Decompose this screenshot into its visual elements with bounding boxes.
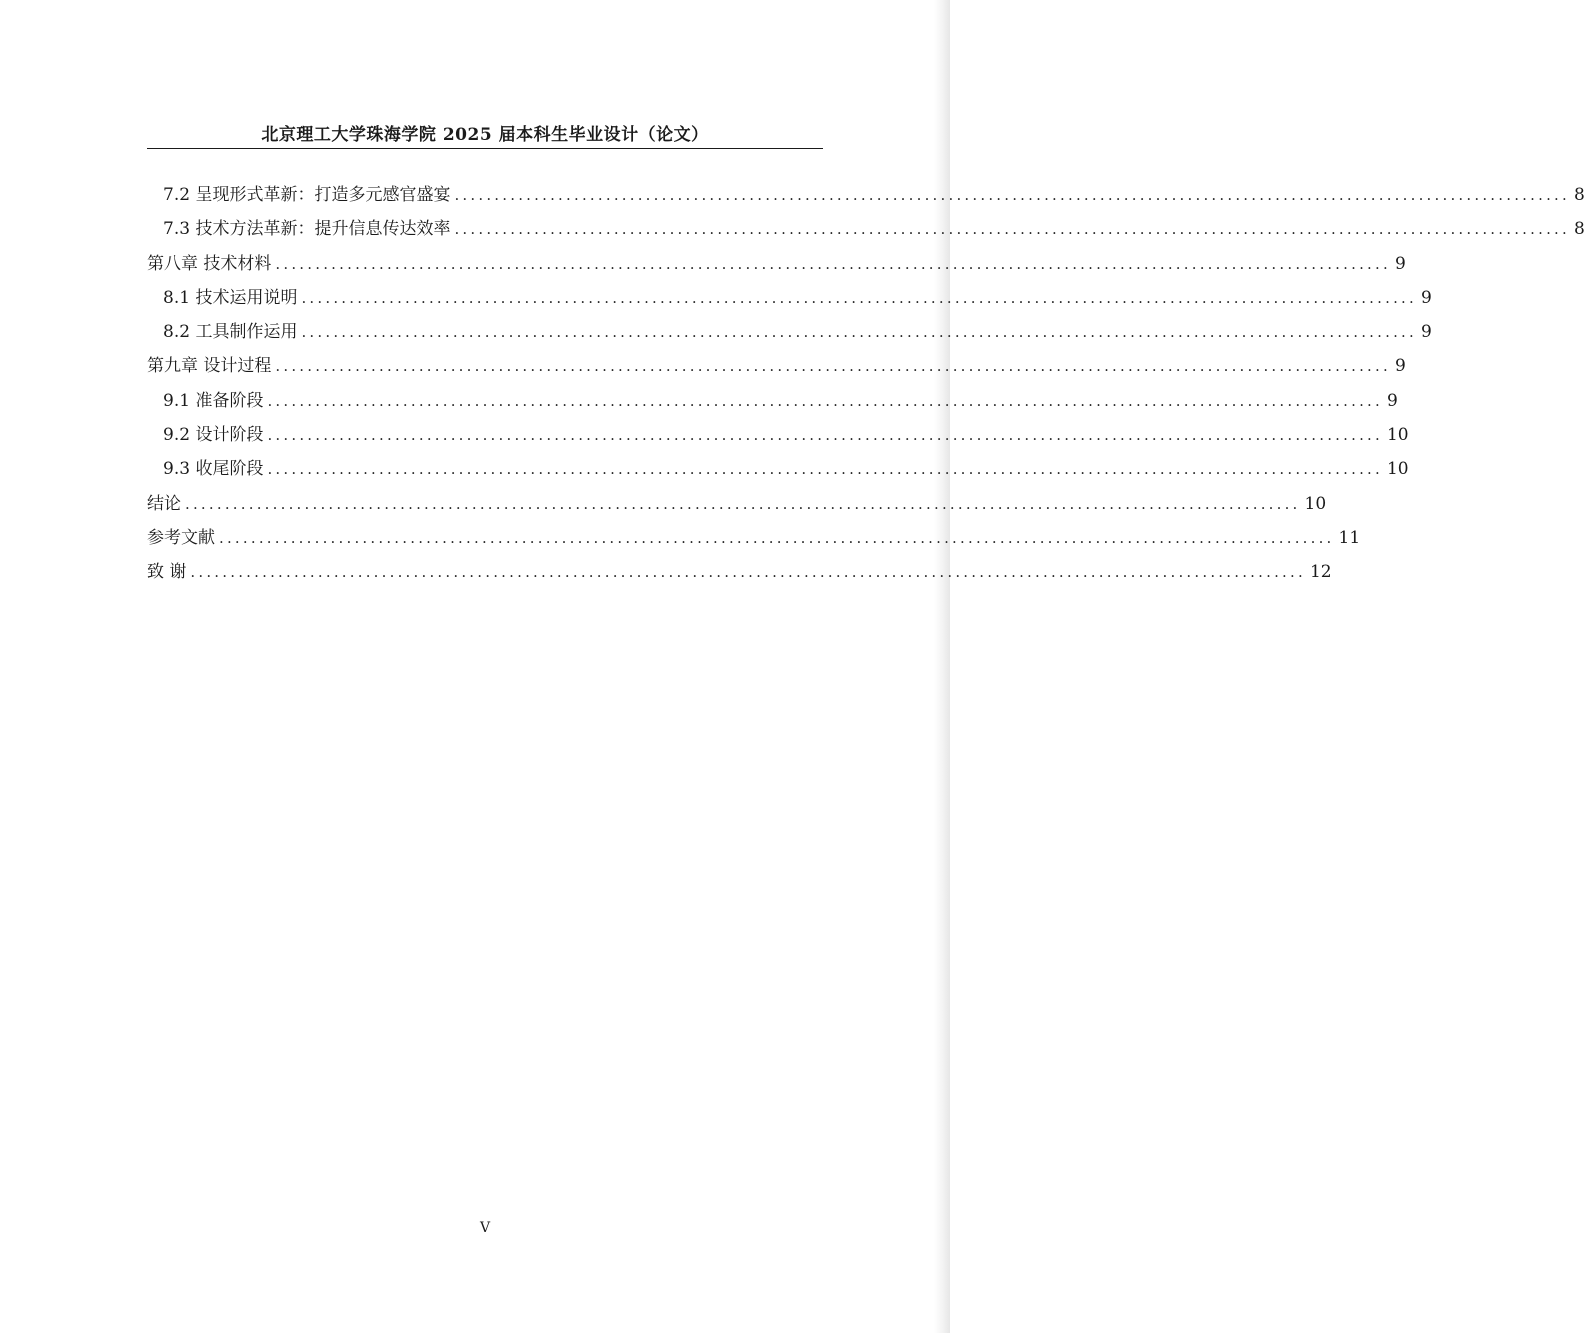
toc-dot-leader: ............................................................................................................................................ [267,391,1383,410]
toc-dot-leader: ............................................................................................................................................ [275,357,1391,376]
toc-entry-label: 致 谢 [147,562,187,583]
toc-entry[interactable] [147,418,1409,452]
toc-entry-label: 7.2 呈现形式革新：打造多元感官盛宴 [163,185,451,205]
toc-entry[interactable] [147,452,1409,486]
toc-dot-leader: ............................................................................................................................................ [267,460,1383,479]
toc-entry-label: 9.3 收尾阶段 [163,459,264,480]
toc-entry-page: 9 [1394,356,1406,377]
toc-entry-label: 结论 [147,493,181,514]
toc-dot-leader: ............................................................................................................................................ [219,528,1335,547]
toc-dot-leader: ............................................................................................................................................ [454,220,1570,239]
toc-entry-page: 8 [1573,185,1585,205]
toc-entry[interactable] [147,178,1585,212]
toc-entry-label: 参考文献 [147,527,215,548]
toc-entry[interactable] [147,487,1327,521]
toc-entry[interactable] [147,384,1398,418]
toc-entry-label: 9.2 设计阶段 [163,425,264,446]
toc-dot-leader: ............................................................................................................................................ [454,186,1570,204]
toc-entry[interactable] [147,247,1406,281]
toc-entry-label: 第九章 设计过程 [147,356,272,377]
running-header: 北京理工大学珠海学院 2025 届本科生毕业设计（论文） [261,125,709,145]
toc-entry-page: 10 [1304,493,1327,514]
toc-dot-leader: ............................................................................................................................................ [190,563,1306,582]
page-number: V [479,1220,491,1236]
toc-entry[interactable] [147,555,1332,589]
toc-entry-label: 第八章 技术材料 [147,253,272,274]
toc-entry-page: 9 [1420,287,1432,308]
toc-entry-label: 8.2 工具制作运用 [163,322,298,343]
toc-dot-leader: ............................................................................................................................................ [267,426,1383,445]
toc-entry-page: 9 [1420,322,1432,343]
header-rule [147,148,823,149]
toc-entry-page: 11 [1338,527,1361,548]
toc-dot-leader: ............................................................................................................................................ [185,494,1301,513]
toc-entry[interactable] [147,281,1432,315]
toc-entry[interactable] [147,212,1585,246]
toc-dot-leader: ............................................................................................................................................ [301,288,1417,307]
toc-entry-page: 9 [1394,253,1406,274]
toc-entry-page: 10 [1386,425,1409,446]
toc-entry-label: 9.1 准备阶段 [163,390,264,411]
toc-entry-page: 10 [1386,459,1409,480]
toc-entry-page: 9 [1386,390,1398,411]
toc-entry[interactable] [147,521,1361,555]
toc-dot-leader: ............................................................................................................................................ [275,254,1391,273]
table-of-contents [147,178,1585,590]
toc-entry[interactable] [147,315,1432,349]
toc-entry-page: 8 [1573,219,1585,240]
toc-entry-page: 12 [1309,562,1332,583]
toc-entry-label: 8.1 技术运用说明 [163,287,298,308]
toc-entry-label: 7.3 技术方法革新：提升信息传达效率 [163,219,451,240]
toc-entry[interactable] [147,349,1406,383]
toc-dot-leader: ............................................................................................................................................ [301,323,1417,342]
